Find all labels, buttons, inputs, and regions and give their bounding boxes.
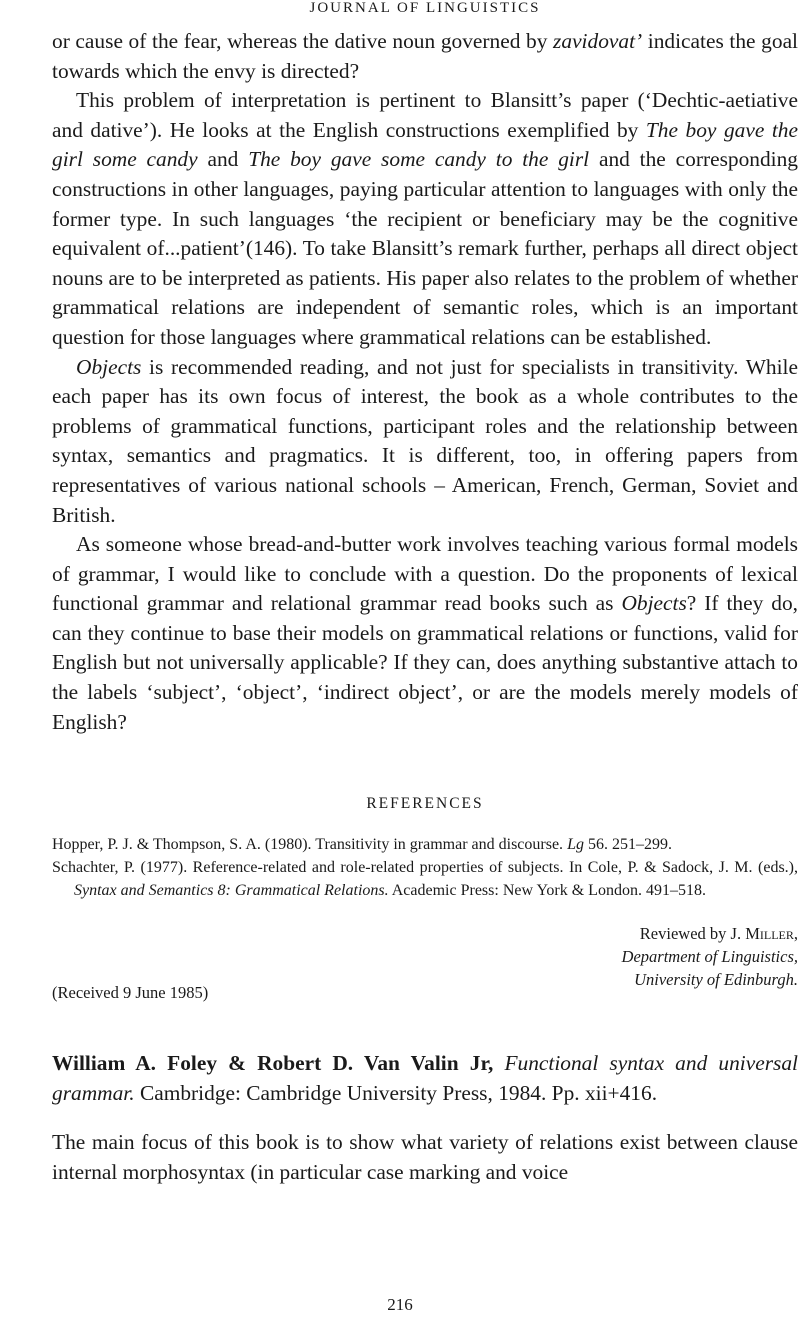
received-date: (Received 9 June 1985) — [52, 983, 209, 1003]
reference-schachter — [52, 856, 798, 902]
paragraph-2-example-1: The boy gave the girl some candy — [52, 117, 798, 172]
page-number: 216 — [387, 1295, 413, 1314]
reference-schachter-text: Schachter, P. (1977). Reference-related and role-related properties of subjects. In Cole, P. & Sadock, J. M. (eds.), — [52, 859, 798, 877]
paragraph-4-title: Objects — [621, 591, 687, 616]
review-heading — [52, 1049, 798, 1108]
references-heading: REFERENCES — [366, 795, 484, 813]
paragraph-3-title: Objects — [76, 354, 142, 379]
review-publication: Cambridge: Cambridge University Press, 1984. Pp. xii+416. — [134, 1080, 658, 1105]
paragraph-2-text-a: This problem of interpretation is pertinent to Blansitt’s paper (‘Dechtic-aetiative and dative’). He looks at the English constructions exemplified by — [52, 88, 798, 142]
page-content — [52, 0, 798, 1188]
reference-hopper-text: Hopper, P. J. & Thompson, S. A. (1980). Transitivity in grammar and discourse. — [52, 836, 568, 854]
paragraph-4 — [52, 530, 798, 737]
reviewer-department: Department of Linguistics, — [621, 947, 798, 967]
reference-schachter-title: Syntax and Semantics 8: Grammatical Relations. — [74, 882, 389, 900]
reference-hopper — [52, 833, 798, 856]
paragraph-2-text-c: and the corresponding constructions in other languages, paying particular attention to languages with only the former type. In such languages ‘the recipient or beneficiary may be the cognitive equivalent of...patient’(146). To take Blansitt’s remark further, perhaps all direct object nouns are to be interpreted as patients. His paper also relates to the problem of whether grammatical relations are independent of semantic roles, which is an important question for those languages where grammatical relations can be established. — [52, 147, 799, 349]
reviewer-comma: , — [793, 924, 798, 944]
paragraph-1-end: indicates the goal towards which the envy is directed? — [52, 29, 798, 83]
paragraph-1 — [52, 27, 798, 86]
paragraph-3-text: is recommended reading, and not just for specialists in transitivity. While each paper has its own focus of interest, the book as a whole contributes to the problems of grammatical functions, participant roles and the relationship between syntax, semantics and pragmatics. It is different, too, in offering papers from representatives of various national schools – American, French, German, Soviet and British. — [52, 354, 798, 527]
paragraph-4-text-a: As someone whose bread-and-butter work involves teaching various formal models of grammar, I would like to conclude with a question. Do the proponents of lexical functional grammar and relational grammar read books such as — [52, 532, 798, 616]
paragraph-2-text-b: and — [197, 147, 249, 172]
reviewer-surname: Miller — [745, 924, 794, 944]
paragraph-5: The main focus of this book is to show what variety of relations exist between clause internal morphosyntax (in particular case marking and voice — [52, 1130, 798, 1185]
reference-hopper-pages: 56. 251–299. — [583, 836, 672, 854]
running-head: JOURNAL OF LINGUISTICS — [309, 0, 541, 16]
paragraph-2 — [52, 86, 798, 352]
paragraph-4-text-b: ? If they do, can they continue to base their models on grammatical relations or functions, valid for English but not universally applicable? If they can, does anything substantive attach to the labels ‘subject’, ‘object’, ‘indirect object’, or are the models merely models of English? — [52, 591, 798, 734]
reviewer-university: University of Edinburgh. — [634, 970, 798, 990]
paragraph-2-example-2: The boy gave some candy to the girl — [248, 147, 590, 172]
reference-schachter-pub: Academic Press: New York & London. 491–518. — [388, 882, 706, 900]
reference-hopper-journal: Lg — [567, 836, 584, 854]
paragraph-3 — [52, 353, 798, 531]
review-book-title: Functional syntax and universal grammar. — [52, 1051, 798, 1105]
review-authors: William A. Foley & Robert D. Van Valin Jr, — [52, 1051, 494, 1076]
reviewer-by: Reviewed by J. — [639, 924, 746, 944]
paragraph-1-italic: zavidovat’ — [553, 29, 643, 53]
paragraph-1-text: or cause of the fear, whereas the dative noun governed by — [52, 29, 554, 53]
reviewer-name-line — [52, 922, 798, 945]
